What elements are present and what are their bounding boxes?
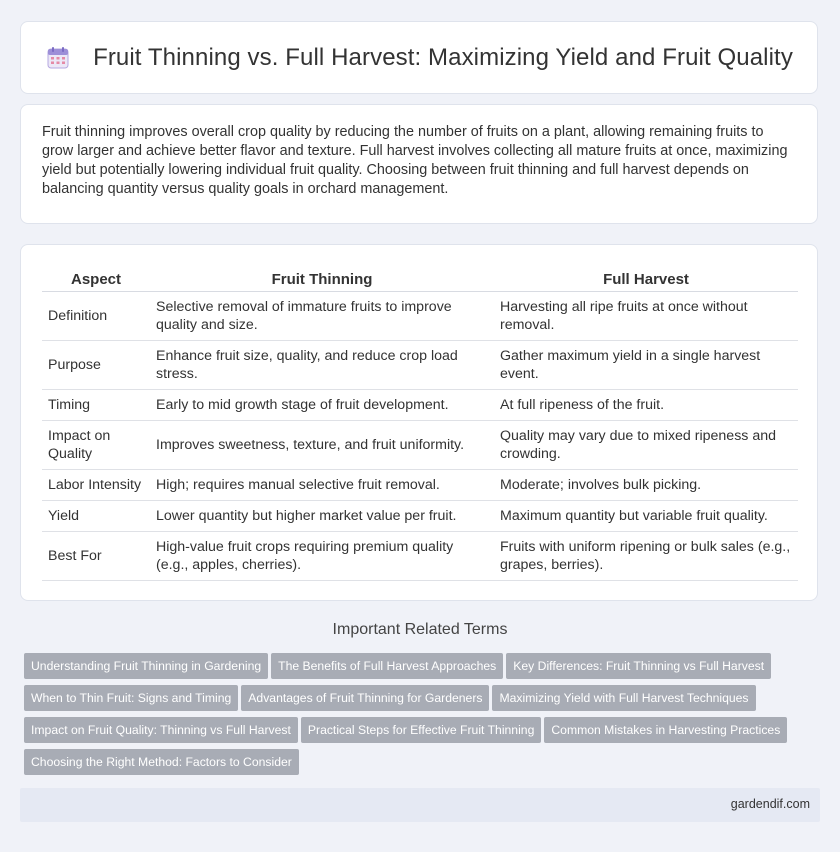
intro-card — [20, 104, 818, 224]
row-full-harvest: At full ripeness of the fruit. — [494, 390, 798, 421]
title-card — [20, 21, 818, 94]
intro-text: Fruit thinning improves overall crop quality by reducing the number of fruits on a plant, allowing remaining fruits to grow larger and achieve better flavor and texture. Full harvest involves collecting all mature fruits at once, maximizing yield but potentially lowering individual fruit quality. Choosing between fruit thinning and full harvest depends on balancing quantity versus quality goals in orchard management. — [42, 124, 788, 197]
table-row — [42, 470, 798, 501]
page-title: Fruit Thinning vs. Full Harvest: Maximizing Yield and Fruit Quality — [93, 43, 793, 71]
footer-site-link[interactable]: gardendif.com — [730, 797, 810, 811]
row-fruit-thinning: Lower quantity but higher market value per fruit. — [150, 501, 494, 532]
row-aspect: Timing — [42, 390, 150, 421]
row-aspect: Purpose — [42, 341, 150, 390]
table-header-row — [42, 267, 798, 292]
row-fruit-thinning: High; requires manual selective fruit removal. — [150, 470, 494, 501]
row-aspect: Definition — [42, 292, 150, 341]
table-row — [42, 421, 798, 470]
related-term-tag[interactable]: Key Differences: Fruit Thinning vs Full Harvest — [506, 653, 771, 679]
comparison-table-card — [20, 244, 818, 601]
column-header-fruit-thinning: Fruit Thinning — [150, 267, 494, 292]
column-header-full-harvest: Full Harvest — [494, 267, 798, 292]
comparison-table — [42, 267, 798, 581]
row-full-harvest: Moderate; involves bulk picking. — [494, 470, 798, 501]
table-row — [42, 390, 798, 421]
row-fruit-thinning: Early to mid growth stage of fruit development. — [150, 390, 494, 421]
calendar-icon — [45, 45, 71, 71]
related-term-tag[interactable]: The Benefits of Full Harvest Approaches — [271, 653, 503, 679]
related-term-tag[interactable]: Advantages of Fruit Thinning for Gardeners — [241, 685, 489, 711]
row-full-harvest: Quality may vary due to mixed ripeness and crowding. — [494, 421, 798, 470]
related-term-tag[interactable]: Practical Steps for Effective Fruit Thinning — [301, 717, 541, 743]
row-full-harvest: Maximum quantity but variable fruit quality. — [494, 501, 798, 532]
related-term-tag[interactable]: When to Thin Fruit: Signs and Timing — [24, 685, 238, 711]
table-row — [42, 501, 798, 532]
row-full-harvest: Fruits with uniform ripening or bulk sales (e.g., grapes, berries). — [494, 532, 798, 581]
table-row — [42, 532, 798, 581]
row-full-harvest: Gather maximum yield in a single harvest event. — [494, 341, 798, 390]
related-terms-list — [24, 653, 804, 781]
row-aspect: Labor Intensity — [42, 470, 150, 501]
related-term-tag[interactable]: Impact on Fruit Quality: Thinning vs Full Harvest — [24, 717, 298, 743]
row-aspect: Impact on Quality — [42, 421, 150, 470]
row-fruit-thinning: Enhance fruit size, quality, and reduce crop load stress. — [150, 341, 494, 390]
footer — [20, 788, 820, 822]
related-term-tag[interactable]: Choosing the Right Method: Factors to Consider — [24, 749, 299, 775]
related-term-tag[interactable]: Maximizing Yield with Full Harvest Techniques — [492, 685, 755, 711]
row-full-harvest: Harvesting all ripe fruits at once without removal. — [494, 292, 798, 341]
row-fruit-thinning: Improves sweetness, texture, and fruit uniformity. — [150, 421, 494, 470]
row-fruit-thinning: High-value fruit crops requiring premium quality (e.g., apples, cherries). — [150, 532, 494, 581]
related-term-tag[interactable]: Understanding Fruit Thinning in Gardening — [24, 653, 268, 679]
related-term-tag[interactable]: Common Mistakes in Harvesting Practices — [544, 717, 787, 743]
row-aspect: Yield — [42, 501, 150, 532]
row-aspect: Best For — [42, 532, 150, 581]
column-header-aspect: Aspect — [42, 267, 150, 292]
row-fruit-thinning: Selective removal of immature fruits to improve quality and size. — [150, 292, 494, 341]
table-row — [42, 292, 798, 341]
table-row — [42, 341, 798, 390]
related-terms-heading: Important Related Terms — [332, 621, 508, 638]
